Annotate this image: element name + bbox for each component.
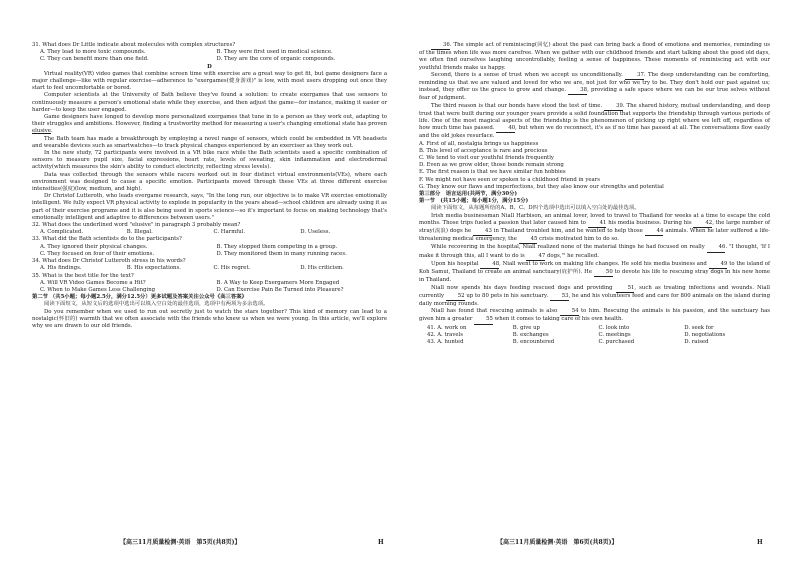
option[interactable]: D. They are the core of organic compounds. [216, 56, 336, 63]
option[interactable]: E. The first reason is that we have similar fun hobbies [419, 169, 566, 176]
text: The deep understanding can be comforting, reminding us that we are valued and loved for who we are, not just for who we try to be. They don't hold our past against us; instead, they offer us the grace to grow and change. [419, 71, 770, 94]
paragraph [419, 261, 770, 285]
paragraph [32, 114, 387, 136]
text: The third reason is that our bonds have stood the test of time. [431, 102, 603, 109]
text: dogs,'" he recalled. [546, 252, 599, 259]
blank-48[interactable]: 48 [480, 261, 499, 269]
text: , such as treating infections and wounds. Niall currently [419, 284, 771, 299]
option[interactable]: B. His expectations. [126, 265, 181, 272]
option[interactable]: C. When to Make Games Less Challenging [40, 286, 156, 293]
right-page [397, 0, 794, 562]
page-footer: 【高三11月质量检测·英语 第5页(共8页)】 [120, 538, 241, 546]
text: to devote his life to rescuing stray dogs in his new home in Thailand. [419, 269, 771, 284]
option[interactable]: 42. A. travels [427, 331, 463, 338]
blank-54[interactable]: 54 [560, 308, 579, 316]
options [32, 280, 387, 294]
text: The shared history, mutual understanding, and deep trust that were built during our younger years provide a solid foundation that supports the friendship through various periods of life. One of the most magical aspects of the friendship is the phenomenon of picking up right where we left off, regardless of how much time has passed. [419, 102, 771, 132]
text: , he and his volunteers feed and care for 800 animals on the island during daily morning rounds. [419, 292, 771, 307]
options [32, 244, 387, 258]
option[interactable]: A. They lead to more toxic compounds. [40, 49, 146, 56]
blank-43[interactable]: 43 [473, 228, 492, 236]
option[interactable]: B. They stopped them competing in a group. [216, 243, 338, 250]
paragraph: The Bath team has made a breakthrough by employing a novel range of sensors, which could be embedded in VR headsets and wearable devices such as smartwatches—to track physical changes experienced by an exerciser as they work out. [32, 135, 387, 149]
text: in Thailand troubled him, and he wanted to help those [493, 228, 643, 235]
blank-36[interactable]: 36 [431, 42, 450, 50]
text: his media business. During his [608, 219, 692, 226]
section-instructions: 阅读下面短文，从短文后的选项中选出可以填入空白处的最佳选项，选项中有两项为多余选项。 [44, 301, 269, 308]
paragraph: The third reason is that our bonds have stood the test of time. 39. The shared history, mutual understanding, and deep trust that were built during our younger years provide a solid foundation that supports the friendship through various periods of life. One of the most magical aspects of the friendship is the phenomenon of picking up right where we left off, regardless of how much time has passed. 40, but when we do reconnect, it's as if no time has passed at all. The conversations flow easily and the old jokes resurface. [419, 102, 771, 140]
blank-46[interactable]: 46 [707, 244, 726, 252]
option[interactable]: D. Can Exercise Pain Be Turned into Pleasure? [216, 286, 344, 293]
text: . "I thought, 'If I make it through this, all I want to do is [419, 244, 771, 259]
blank-41[interactable]: 41 [588, 220, 607, 228]
text: The simple act of reminiscing(回忆) about the past can bring back a flood of emotions and memories, reminding us of the times when life was more carefree. When we gather with our childhood friends and start talking about the good old days, we often find ourselves laughing uncontrollably, feeling a sense of happiness. These moments of reminiscing act with our youthful friends make us happy. [419, 42, 770, 71]
paragraph [419, 308, 770, 324]
question-32 [32, 222, 387, 236]
text: While recovering in the hospital, Niall realized none of the material things he had focused on really [431, 244, 705, 251]
option[interactable]: D. His criticism. [300, 265, 344, 272]
text: Irish media businessman Niall Harbison, an animal lover, loved to travel to Thailand for weeks at a time to escape the cold months. Those trips fueled a passion that later caused him to [419, 212, 770, 226]
paragraph: Virtual reality(VR) video games that combine screen time with exercise are a great way to get fit, but game designers face a major challenge—like with regular exercise—adherence to "exergames(健身游戏)" is low, with most users dropping out once they start to feel uncomfortable or bored. [32, 70, 387, 92]
paragraph: 36. The simple act of reminiscing(回忆) about the past can bring back a flood of emotions and memories, reminding us of the times when life was more carefree. When we gather with our childhood friends and start talking about the good old days, we often find ourselves laughing uncontrollably, feeling a sense of happiness. These moments of reminiscing act with our youthful friends make us happy. [419, 42, 770, 71]
text: , but when we do reconnect, it's as if no time has passed at all. The conversations flow easily and the old jokes resurface. [419, 125, 770, 140]
part-title: 第三部分 语言运用(共两节，满分30分) [419, 191, 517, 198]
blank-55[interactable]: 55 [474, 316, 493, 324]
option[interactable]: D. They monitored them in many running races. [216, 250, 347, 257]
passage-d-label: D [207, 63, 212, 70]
blank-42[interactable]: 42 [693, 220, 712, 228]
option[interactable]: 41. A. work on [427, 324, 467, 331]
text: , Niall went to work on making life changes. He sold his media business and [499, 260, 707, 267]
text: , the large number of stray(流浪) dogs he [419, 219, 771, 235]
text: crisis motivated him to do so. [539, 236, 619, 243]
options-list [419, 141, 770, 191]
text: up to 80 pets in his sanctuary. [466, 292, 549, 299]
option[interactable]: C. Harmful. [213, 229, 246, 236]
question-stem: 34. What does Dr Christof Lutteroth stress in his words? [32, 258, 186, 265]
page-footer: 【高三11月质量检测·英语 第6页(共8页)】 [497, 538, 618, 546]
footer-mark: H [378, 538, 384, 546]
blank-39[interactable]: 39 [604, 103, 623, 111]
underlined-word: elusive [32, 128, 51, 135]
paragraph: Data was collected through the sensors while racers worked out in four distinct virtual environments(VEs), where each environment was designed to cause a specific emotion. Participants moved through these VEs at three different exercise intensities(强度)(low, medium, and high). [32, 171, 387, 193]
blank-45[interactable]: 45 [519, 236, 538, 244]
text: Niall now spends his days feeding rescued dogs and providing [431, 284, 613, 291]
blank-38[interactable]: 38 [568, 87, 587, 95]
options [32, 265, 387, 272]
blank-49[interactable]: 49 [709, 261, 728, 269]
text: when it comes to taking care of his own health. [494, 316, 624, 323]
text: to the island of Koh Samui, Thailand to create an animal sanctuary(庇护所). He [419, 260, 770, 276]
option[interactable]: C. His regret. [213, 265, 251, 272]
paragraph: Computer scientists at the University of Bath believe they've found a solution: to create exergames that use sensors to continuously measure a person's emotional state while they exercise, and then adjust the game—for instance, making it easier or harder—to keep the user engaged. [32, 92, 387, 113]
question-stem: 35. What is the best title for the text? [32, 272, 134, 279]
section-title: 第一节 (共15小题；每小题1分，满分15分) [419, 198, 529, 205]
paragraph [419, 285, 770, 309]
option[interactable]: B. This level of acceptance is rare and precious [419, 147, 548, 154]
option[interactable]: D. negotiations [684, 331, 726, 338]
blank-50[interactable]: 50 [594, 269, 613, 277]
blank-51[interactable]: 51 [616, 285, 635, 293]
option[interactable]: G. They know our flaws and imperfections, but they also know our strengths and potential [419, 183, 664, 190]
option[interactable]: B. Illegal. [126, 229, 153, 236]
question-stem: 31. What does Dr Little indicate about molecules with complex structures? [32, 42, 236, 48]
option[interactable]: B. They were first used in medical science. [216, 49, 333, 56]
paragraph: Dr Christof Lutteroth, who leads evergame research, says, "In the long run, our objective is to make VR exercise emotionally intelligent. We fully expect VR physical activity to explode in popularity in the years ahead—school children are already using it as part of their exercise programs and it is also being used in sports science—so it's important to focus on making technology that's emotionally intelligent and adaptive to differences between users." [32, 193, 387, 221]
option[interactable]: B. give up [512, 324, 540, 331]
paragraph: Second, there is a sense of trust when we accept us unconditionally. 37. The deep understanding can be comforting, reminding us that we are valued and loved for who we are, not just for who we try to be. They don't hold our past against us; instead, they offer us the grace to grow and change. 38, providing a safe space where we can be our true selves without fear of judgment. [419, 71, 770, 102]
question-31 [32, 42, 387, 64]
option[interactable]: C. meetings [598, 331, 631, 338]
text: , providing a safe space where we can be our true selves without fear of judgment. [419, 87, 770, 102]
option[interactable]: C. purchased [598, 338, 635, 345]
option[interactable]: A. Will VR Video Games Become a Hit? [40, 279, 146, 286]
question-35 [32, 273, 387, 295]
paragraph: In the new study, 72 participants were involved in a VR bike race while the Bath scientists used a specific combination of sensors to measure pupil size, facial expressions, heart rate, levels of sweating, skin inflammation and electrodermal activity(which measures the skin's ability to conduct electricity, reflecting stress levels). [32, 150, 387, 171]
options [32, 229, 387, 236]
paragraph [419, 244, 770, 260]
paragraph: Do you remember when we used to run out secretly just to watch the stars together? This kind of memory can lead to a nostalgic(怀旧的) warmth that we often associate with the friends who knew us when we were young. In this article, we'll explore why we are drawn to our old friends. [32, 308, 387, 329]
blank-52[interactable]: 52 [446, 293, 465, 301]
blank-40[interactable]: 40 [496, 125, 515, 133]
option[interactable]: D. Even as we grow older, those bonds remain strong [419, 162, 564, 169]
question-42-options [419, 332, 770, 339]
question-stem: 32. What does the underlined word "elusive" in paragraph 3 probably mean? [32, 222, 241, 229]
option[interactable]: C. We tend to visit our youthful friends frequently [419, 155, 554, 162]
question-34 [32, 258, 387, 272]
option[interactable]: A. They ignored their physical changes. [40, 243, 148, 250]
option[interactable]: C. They focused on four of their emotions. [40, 250, 155, 257]
paragraph [419, 213, 770, 245]
option[interactable]: 43. A. hunted [427, 338, 464, 345]
question-33 [32, 236, 387, 258]
question-43-options [419, 339, 770, 346]
blank-44[interactable]: 44 [645, 228, 664, 236]
question-41-options [419, 325, 770, 332]
text: . [50, 128, 53, 135]
option[interactable]: A. First of all, nostalgia brings us happiness [419, 140, 539, 147]
text: animals. When he later suffered a life-threatening medical emergency, the [419, 228, 770, 243]
option[interactable]: C. They can benefit more than one field. [40, 56, 149, 63]
text: to him. Rescuing the animals is his passion, and the sanctuary has given him a greater [419, 308, 771, 323]
option[interactable]: A. Complicated. [40, 229, 84, 236]
option[interactable]: B. A Way to Keep Exergamers More Engaged [216, 279, 340, 286]
question-stem: 33. What did the Bath scientists do to the participants? [32, 236, 182, 243]
option[interactable]: D. Useless. [300, 229, 331, 236]
blank-37[interactable]: 37 [625, 72, 644, 80]
blank-47[interactable]: 47 [526, 253, 545, 261]
section-title: 第二节 （共5小题；每小题2.5分，满分12.5分）更多试题及答案关注公众号《高三答案》 [32, 294, 247, 301]
text: Upon his hospital [431, 260, 479, 267]
option[interactable]: B. exchanges [512, 331, 549, 338]
footer-mark: H [757, 538, 763, 546]
text: Second, there is a sense of trust when we accept us unconditionally. [431, 71, 623, 78]
text: Game designers have longed to develop more personalized exergames that tune in to a person as they work out, adapting to their struggles and ambitions. However, finding a trustworthy method for measuring a user's changing emotional state has proven [32, 114, 387, 128]
section-instructions: 阅读下面短文，从每题所给的A、B、C、D四个选项中选出可以填入空白处的最佳选项。 [431, 205, 640, 212]
text: Niall has found that rescuing animals is also [431, 308, 558, 315]
option[interactable]: A. His findings. [40, 265, 82, 272]
option[interactable]: B. encountered [512, 338, 555, 345]
options [32, 49, 387, 63]
option[interactable]: C. look into [598, 324, 630, 331]
option[interactable]: D. seek for [684, 324, 714, 331]
blank-53[interactable]: 53 [550, 293, 569, 301]
option[interactable]: D. raised [684, 338, 709, 345]
option[interactable]: F. We might not have seen or spoken to a childhood friend in years [419, 176, 600, 183]
